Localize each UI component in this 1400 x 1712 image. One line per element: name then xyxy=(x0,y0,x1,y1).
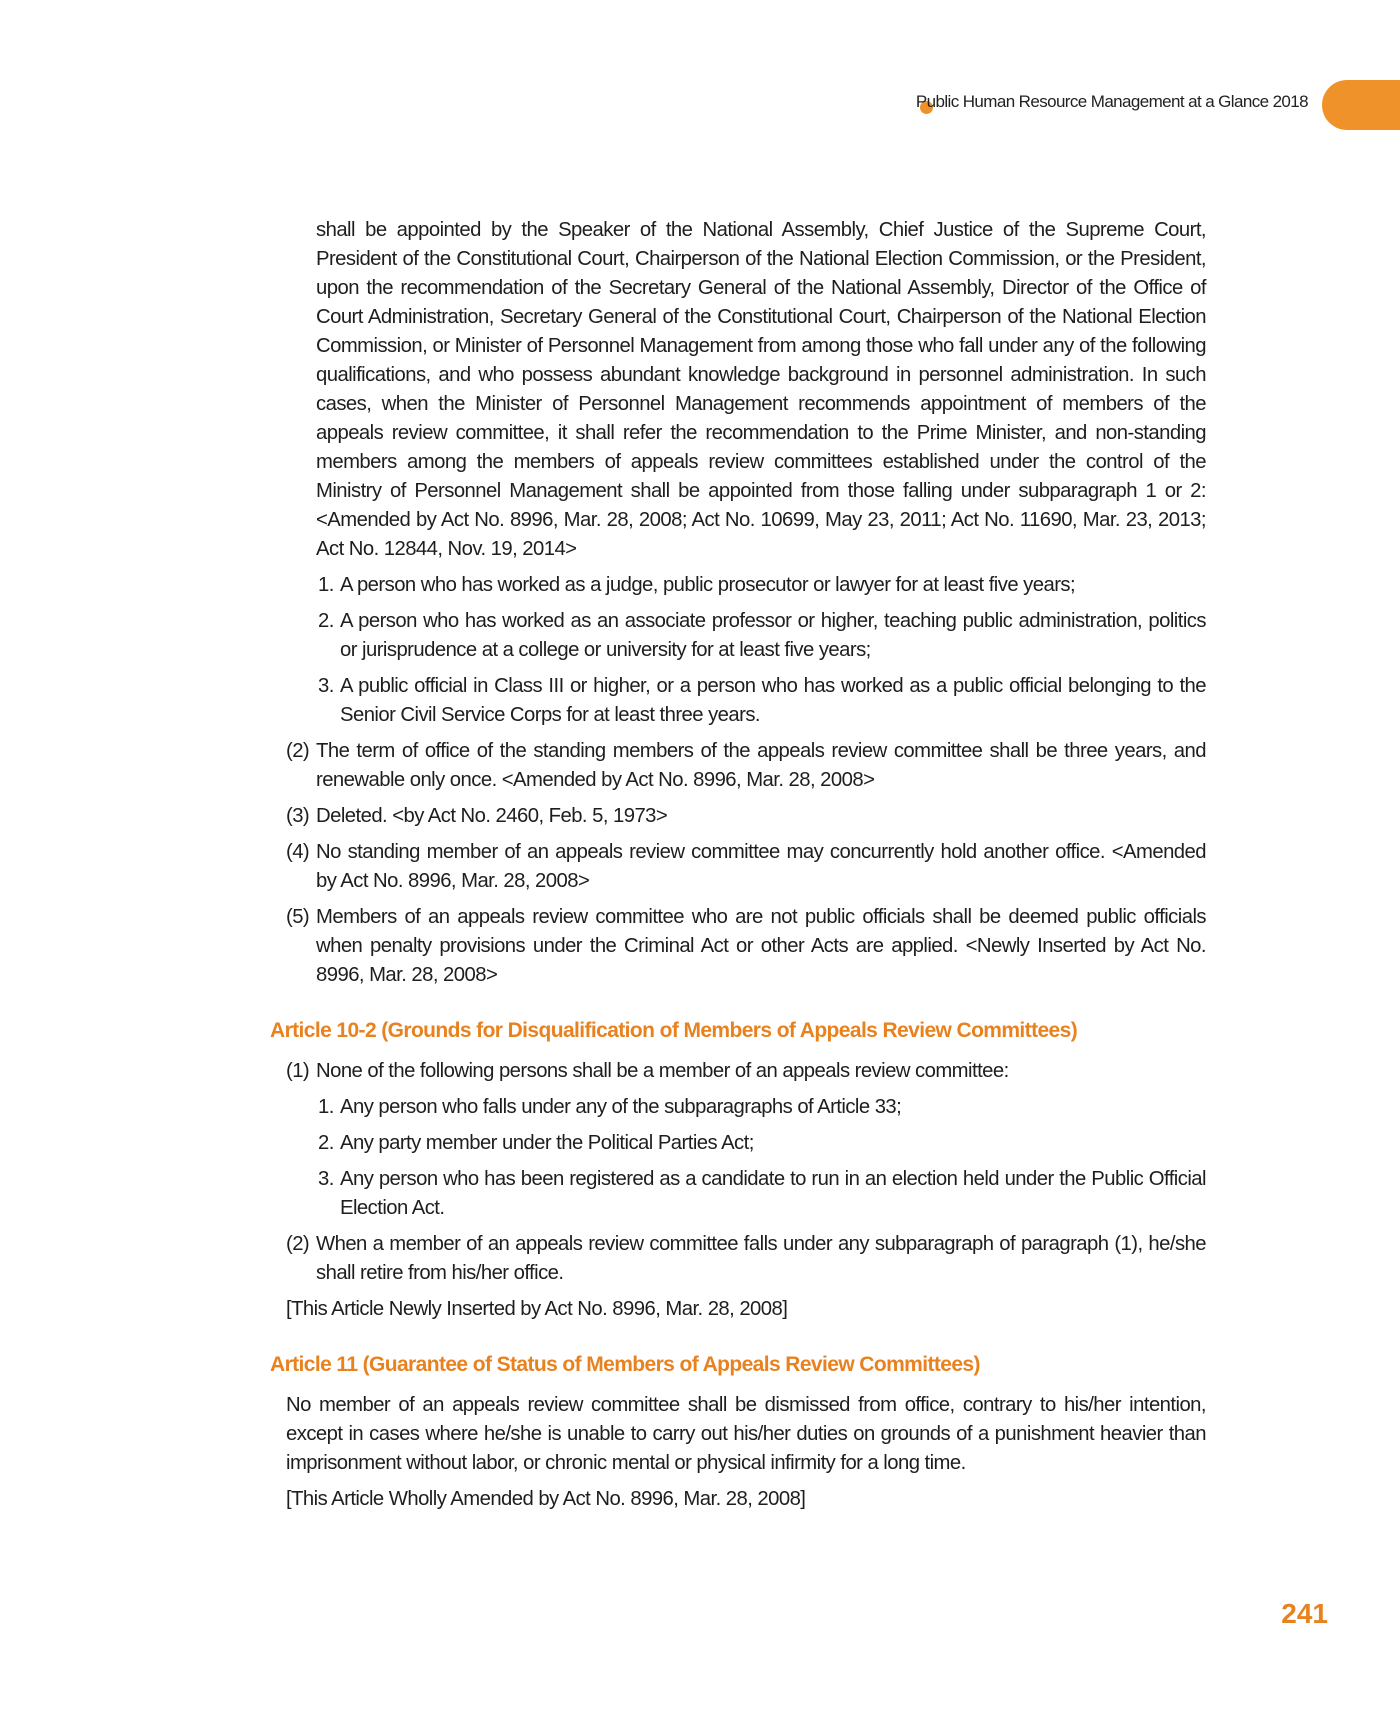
paragraph-number: (4) xyxy=(286,841,310,863)
list-number: 2. xyxy=(318,1132,334,1154)
list-item xyxy=(286,737,1206,795)
qualifications-list xyxy=(286,571,1206,730)
paragraph-text: When a member of an appeals review committee falls under any subparagraph of paragraph (1), he/she shall retire from his/her office. xyxy=(316,1233,1206,1284)
list-number: 3. xyxy=(318,675,334,697)
header-tab-decoration xyxy=(1322,80,1400,130)
list-number: 1. xyxy=(318,574,334,596)
page-body xyxy=(270,216,1206,1514)
list-text: Any person who falls under any of the subparagraphs of Article 33; xyxy=(340,1096,902,1118)
article-11-text: No member of an appeals review committee shall be dismissed from office, contrary to his/her intention, except in cases where he/she is unable to carry out his/her duties on grounds of a punishment heavier than imprisonment without labor, or chronic mental or physical infirmity for a long time. xyxy=(286,1394,1206,1474)
paragraph-number: (5) xyxy=(286,906,310,928)
paragraph-text: No standing member of an appeals review committee may concurrently hold another office. <Amended by Act No. 8996, Mar. 28, 2008> xyxy=(316,841,1206,892)
list-number: 1. xyxy=(318,1096,334,1118)
paragraph-number: (2) xyxy=(286,740,310,762)
paragraphs-list xyxy=(286,737,1206,990)
list-item xyxy=(286,1129,1206,1158)
list-item xyxy=(286,571,1206,600)
list-text: Any person who has been registered as a candidate to run in an election held under the Public Official Election Act. xyxy=(340,1168,1206,1219)
list-text: A person who has worked as a judge, public prosecutor or lawyer for at least five years; xyxy=(340,574,1076,596)
paragraph-number: (2) xyxy=(286,1233,310,1255)
amendment-note: [This Article Newly Inserted by Act No. 8996, Mar. 28, 2008] xyxy=(286,1298,788,1320)
paragraph-number: (1) xyxy=(286,1060,310,1082)
list-item xyxy=(286,838,1206,896)
paragraph-text: The term of office of the standing members of the appeals review committee shall be three years, and renewable only once. <Amended by Act No. 8996, Mar. 28, 2008> xyxy=(316,740,1206,791)
list-item xyxy=(286,672,1206,730)
list-text: A public official in Class III or higher, or a person who has worked as a public official belonging to the Senior Civil Service Corps for at least three years. xyxy=(340,675,1206,726)
article-10-2-heading: Article 10-2 (Grounds for Disqualification of Members of Appeals Review Committees) xyxy=(270,1019,1078,1042)
list-item xyxy=(286,1057,1206,1086)
list-item xyxy=(286,1230,1206,1288)
article-11-heading: Article 11 (Guarantee of Status of Members of Appeals Review Committees) xyxy=(270,1353,980,1376)
list-item xyxy=(286,802,1206,831)
header-title: Public Human Resource Management at a Glance 2018 xyxy=(915,92,1308,111)
paragraph-text: Members of an appeals review committee who are not public officials shall be deemed public officials when penalty provisions under the Criminal Act or other Acts are applied. <Newly Inserted by Act No. 8996, Mar. 28, 2008> xyxy=(316,906,1206,986)
list-number: 2. xyxy=(318,610,334,632)
amendment-note: [This Article Wholly Amended by Act No. 8996, Mar. 28, 2008] xyxy=(286,1488,806,1510)
running-header xyxy=(800,88,1400,138)
list-item xyxy=(286,1093,1206,1122)
paragraph-text: None of the following persons shall be a member of an appeals review committee: xyxy=(316,1060,1009,1082)
list-item xyxy=(286,1165,1206,1223)
paragraph-number: (3) xyxy=(286,805,310,827)
page-number: 241 xyxy=(1281,1598,1328,1629)
list-text: A person who has worked as an associate professor or higher, teaching public administration, politics or jurisprudence at a college or university for at least five years; xyxy=(340,610,1206,661)
paragraph-text: Deleted. <by Act No. 2460, Feb. 5, 1973> xyxy=(316,805,668,827)
list-number: 3. xyxy=(318,1168,334,1190)
intro-paragraph: shall be appointed by the Speaker of the National Assembly, Chief Justice of the Supreme Court, President of the Constitutional Court, Chairperson of the National Election Commission, or the President, upon the recommendation of the Secretary General of the National Assembly, Director of the Office of Court Administration, Secretary General of the Constitutional Court, Chairperson of the National Election Commission, or Minister of Personnel Management from among those who fall under any of the following qualifications, and who possess abundant knowledge background in personnel administration. In such cases, when the Minister of Personnel Management recommends appointment of members of the appeals review committee, it shall refer the recommendation to the Prime Minister, and non-standing members among the members of appeals review committees established under the control of the Ministry of Personnel Management shall be appointed from those falling under subparagraph 1 or 2: <Amended by Act No. 8996, Mar. 28, 2008; Act No. 10699, May 23, 2011; Act No. 11690, Mar. 23, 2013; Act No. 12844, Nov. 19, 2014> xyxy=(316,219,1206,560)
list-text: Any party member under the Political Parties Act; xyxy=(340,1132,754,1154)
list-item xyxy=(286,607,1206,665)
list-item xyxy=(286,903,1206,990)
